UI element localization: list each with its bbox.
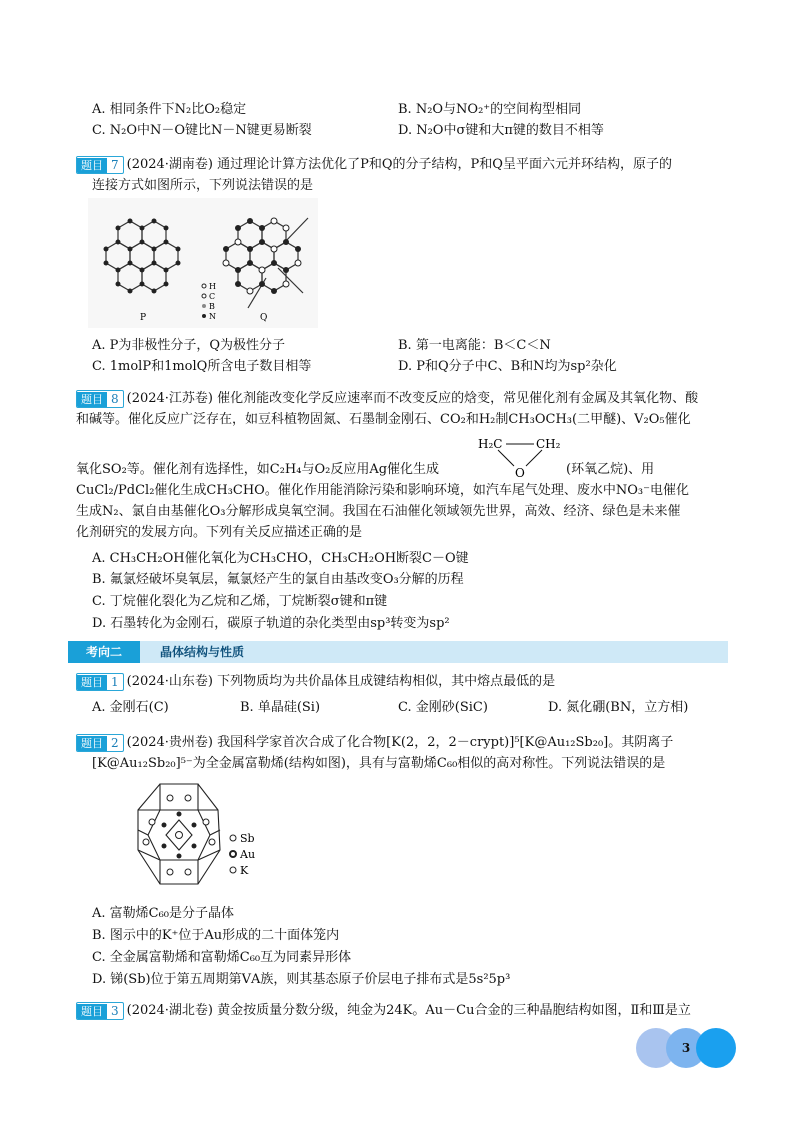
q6-option-a: A. 相同条件下N₂比O₂稳定 <box>92 102 247 117</box>
q8-option-b: B. 氟氯烃破坏臭氧层，氟氯烃产生的氯自由基改变O₃分解的历程 <box>92 572 464 587</box>
q8-option-d: D. 石墨转化为金刚石，碳原子轨道的杂化类型由sp³转变为sp² <box>92 616 450 631</box>
q8-tag: 题目 8 <box>76 390 124 408</box>
q6-option-c: C. N₂O中N－O键比N－N键更易断裂 <box>92 123 312 138</box>
q3-stem-line1: 题目 3 (2024·湖北卷) 黄金按质量分数分级，纯金为24K。Au－Cu合金的三种晶胞结构如图，Ⅱ和Ⅲ是立 <box>76 1001 691 1021</box>
q7-option-c: C. 1molP和1molQ所含电子数目相等 <box>92 359 312 374</box>
q2-tag: 题目 2 <box>76 734 124 752</box>
q2-option-c: C. 全金属富勒烯和富勒烯C₆₀互为同素异形体 <box>92 950 352 965</box>
q2-option-d: D. 锑(Sb)位于第五周期第ⅤA族，则其基态原子价层电子排布式是5s²5p³ <box>92 972 511 987</box>
q1-option-c: C. 金刚砂(SiC) <box>398 700 488 715</box>
q7-legend-c: C <box>209 292 216 301</box>
q8-stem-line4: CuCl₂/PdCl₂催化生成CH₃CHO。催化作用能消除污染和影响环境，如汽车尾气处理、废水中NO₃⁻电催化 <box>76 483 689 498</box>
q2-legend-au: Au <box>240 848 256 861</box>
q7-label-p: P <box>140 313 147 323</box>
q7-tag: 题目 7 <box>76 156 124 174</box>
q1-option-a: A. 金刚石(C) <box>92 700 169 715</box>
q8-option-c: C. 丁烷催化裂化为乙烷和乙烯，丁烷断裂σ键和π键 <box>92 594 388 609</box>
q7-legend-h: H <box>209 282 216 291</box>
epoxide-ch2: CH₂ <box>536 437 561 451</box>
q7-option-d: D. P和Q分子中C、B和N均为sp²杂化 <box>398 359 617 374</box>
q7-legend-n: N <box>209 312 216 321</box>
q7-stem-line2: 连接方式如图所示，下列说法错误的是 <box>92 178 314 193</box>
q7-molecule-figure <box>88 198 318 328</box>
section-header <box>68 641 728 663</box>
q8-option-a: A. CH₃CH₂OH催化氧化为CH₃CHO，CH₃CH₂OH断裂C－O键 <box>92 551 469 566</box>
q7-legend-b: B <box>209 302 215 311</box>
q2-option-b: B. 图示中的K⁺位于Au形成的二十面体笼内 <box>92 928 340 943</box>
epoxide-structure <box>478 432 568 480</box>
q1-option-d: D. 氮化硼(BN，立方相) <box>548 700 689 715</box>
q1-stem-line1: 题目 1 (2024·山东卷) 下列物质均为共价晶体且成键结构相似，其中熔点最低的是 <box>76 672 555 692</box>
q6-option-d: D. N₂O中σ键和大π键的数目不相等 <box>398 123 604 138</box>
q1-option-b: B. 单晶硅(Si) <box>240 700 321 715</box>
q2-fullerene-figure <box>100 780 270 892</box>
section-label: 考向二 <box>68 641 140 663</box>
q2-legend-k: K <box>240 864 249 877</box>
page-number: 3 <box>681 1041 691 1055</box>
q2-stem-line1: 题目 2 (2024·贵州卷) 我国科学家首次合成了化合物[K(2，2，2－crypt)]⁵[K@Au₁₂Sb₂₀]。其阴离子 <box>76 733 673 753</box>
fullerene-atoms <box>143 795 215 875</box>
q3-tag: 题目 3 <box>76 1002 124 1020</box>
epoxide-h2c: H₂C <box>478 437 503 451</box>
page-number-badge <box>636 1028 752 1068</box>
q8-stem-line2: 和碱等。催化反应广泛存在，如豆科植物固氮、石墨制金刚石、CO₂和H₂制CH₃OCH₃(二甲醚)、V₂O₅催化 <box>76 412 691 427</box>
q8-stem-line3a: 氧化SO₂等。催化剂有选择性，如C₂H₄与O₂反应用Ag催化生成 <box>76 462 440 477</box>
q8-stem-line5: 生成N₂、氯自由基催化O₃分解形成臭氧空洞。我国在石油催化领域领先世界，高效、经济、绿色是未来催 <box>76 504 681 519</box>
q6-option-b: B. N₂O与NO₂⁺的空间构型相同 <box>398 102 582 117</box>
q2-stem-line2: [K@Au₁₂Sb₂₀]⁵⁻为全金属富勒烯(结构如图)，具有与富勒烯C₆₀相似的高对称性。下列说法错误的是 <box>92 756 666 771</box>
q2-option-a: A. 富勒烯C₆₀是分子晶体 <box>92 906 235 921</box>
q7-label-q: Q <box>260 313 268 323</box>
q7-option-a: A. P为非极性分子，Q为极性分子 <box>92 338 286 353</box>
epoxide-o: O <box>515 466 525 480</box>
section-title: 晶体结构与性质 <box>160 645 245 659</box>
q7-option-b: B. 第一电离能：B＜C＜N <box>398 338 551 353</box>
q2-legend-sb: Sb <box>240 832 255 845</box>
q8-stem-line3b: (环氧乙烷)、用 <box>566 462 655 477</box>
q8-stem-line1: 题目 8 (2024·江苏卷) 催化剂能改变化学反应速率而不改变反应的焓变，常见催化剂有金属及其氧化物、酸 <box>76 389 698 409</box>
q7-stem-line1: 题目 7 (2024·湖南卷) 通过理论计算方法优化了P和Q的分子结构，P和Q呈平面六元并环结构，原子的 <box>76 155 672 175</box>
q1-tag: 题目 1 <box>76 673 124 691</box>
q8-stem-line6: 化剂研究的发展方向。下列有关反应描述正确的是 <box>76 525 363 540</box>
